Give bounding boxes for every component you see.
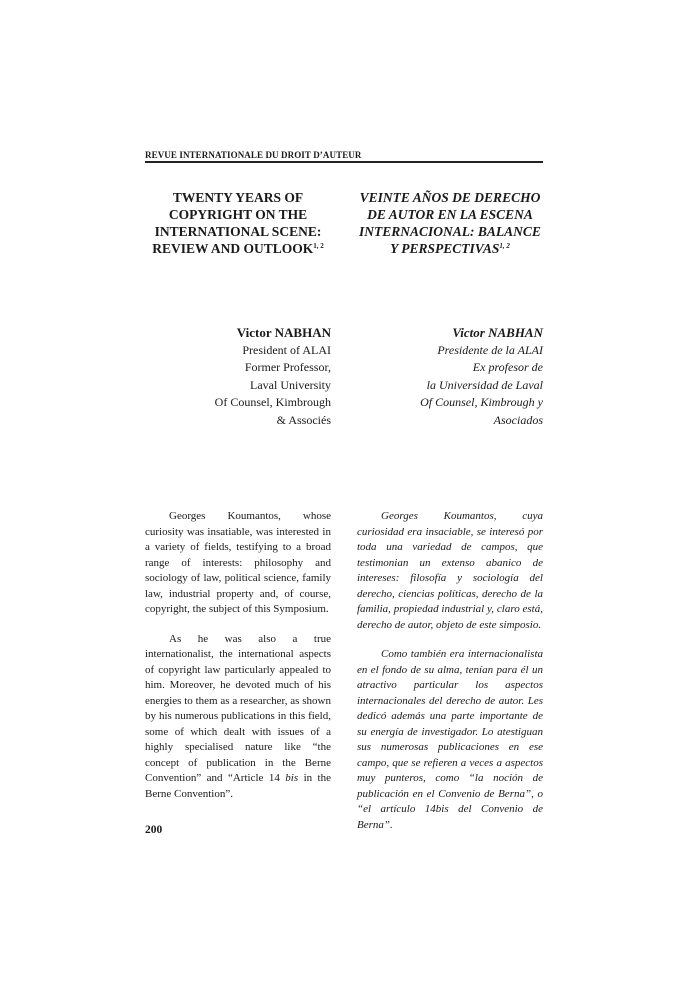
paragraph-text: As he was also a true internationalist, the international aspects of copyright law particularly appealed to him. Moreover, he devoted much of his energies to them as a researcher, as shown by his numerous publications in this field, some of which dealt with issues of a highly specialised nature like “the concept of publication in the Berne Convention” and “Article 14 [145, 632, 331, 784]
author-affiliation-line: Of Counsel, Kimbrough y [420, 395, 543, 409]
title-english-text: TWENTY YEARS OF COPYRIGHT ON THE INTERNATIONAL SCENE: REVIEW AND OUTLOOK [152, 190, 322, 256]
author-affiliation-line: Former Professor, [244, 360, 331, 374]
paragraph-italic: bis [285, 772, 299, 784]
title-spanish-text: VEINTE AÑOS DE DERECHO DE AUTOR EN LA ESCENA INTERNACIONAL: BALANCE Y PERSPECTIVAS [359, 190, 541, 256]
author-affiliation-line: President of ALAI [242, 342, 331, 357]
author-name: Victor NABHAN [236, 325, 331, 340]
paragraph: Georges Koumantos, whose curiosity was insatiable, was interested in a variety of fields, testifying to a broad range of interests: philosophy and sociology of law, political science, family law, industrial property and, of course, copyright, the subject of this Symposium. [145, 510, 331, 615]
author-affiliation-line: Asociados [493, 412, 543, 427]
running-head: REVUE INTERNATIONALE DU DROIT D’AUTEUR [145, 150, 362, 160]
author-affiliation-line: Of Counsel, Kimbrough [214, 395, 331, 409]
paragraph: Como también era internacionalista en el fondo de su alma, tenían para él un atractivo particular los aspectos internacionales del derecho de autor. Les dedicó además una parte importante de su energía de investigador. Lo atestiguan sus numerosas publicaciones en ese campo, que se refieren a veces a aspectos muy punteros, como “la noción de publicación en el Convenio de Berna”, o “el artículo 14bis del Convenio de Berna”. [357, 648, 543, 831]
title-spanish-notes[interactable]: 1, 2 [499, 242, 510, 250]
title-english-notes[interactable]: 1, 2 [313, 242, 324, 250]
paragraph [145, 632, 331, 803]
author-affiliation-line: Ex profesor de [472, 360, 543, 374]
body-english [145, 509, 331, 816]
page-number: 200 [145, 824, 163, 836]
title-spanish [357, 189, 543, 257]
title-english [145, 189, 331, 257]
author-block-english [145, 324, 331, 429]
author-affiliation-line: & Associés [276, 412, 331, 427]
author-block-spanish [357, 324, 543, 429]
paragraph-text: in the Berne Convention”. [145, 772, 331, 800]
author-affiliation-line: Presidente de la ALAI [437, 342, 543, 357]
body-spanish [357, 509, 543, 847]
header-rule [145, 161, 543, 163]
author-name: Victor NABHAN [452, 325, 543, 340]
author-affiliation-line: Laval University [250, 377, 331, 392]
author-affiliation-line: la Universidad de Laval [426, 377, 543, 392]
paragraph: Georges Koumantos, cuya curiosidad era insaciable, se interesó por toda una variedad de campos, que testimonian un extenso abanico de intereses: filosofía y sociología del derecho, ciencias políticas, derecho de la familia, propiedad industrial y, claro está, derecho de autor, objeto de este simposio. [357, 510, 543, 631]
